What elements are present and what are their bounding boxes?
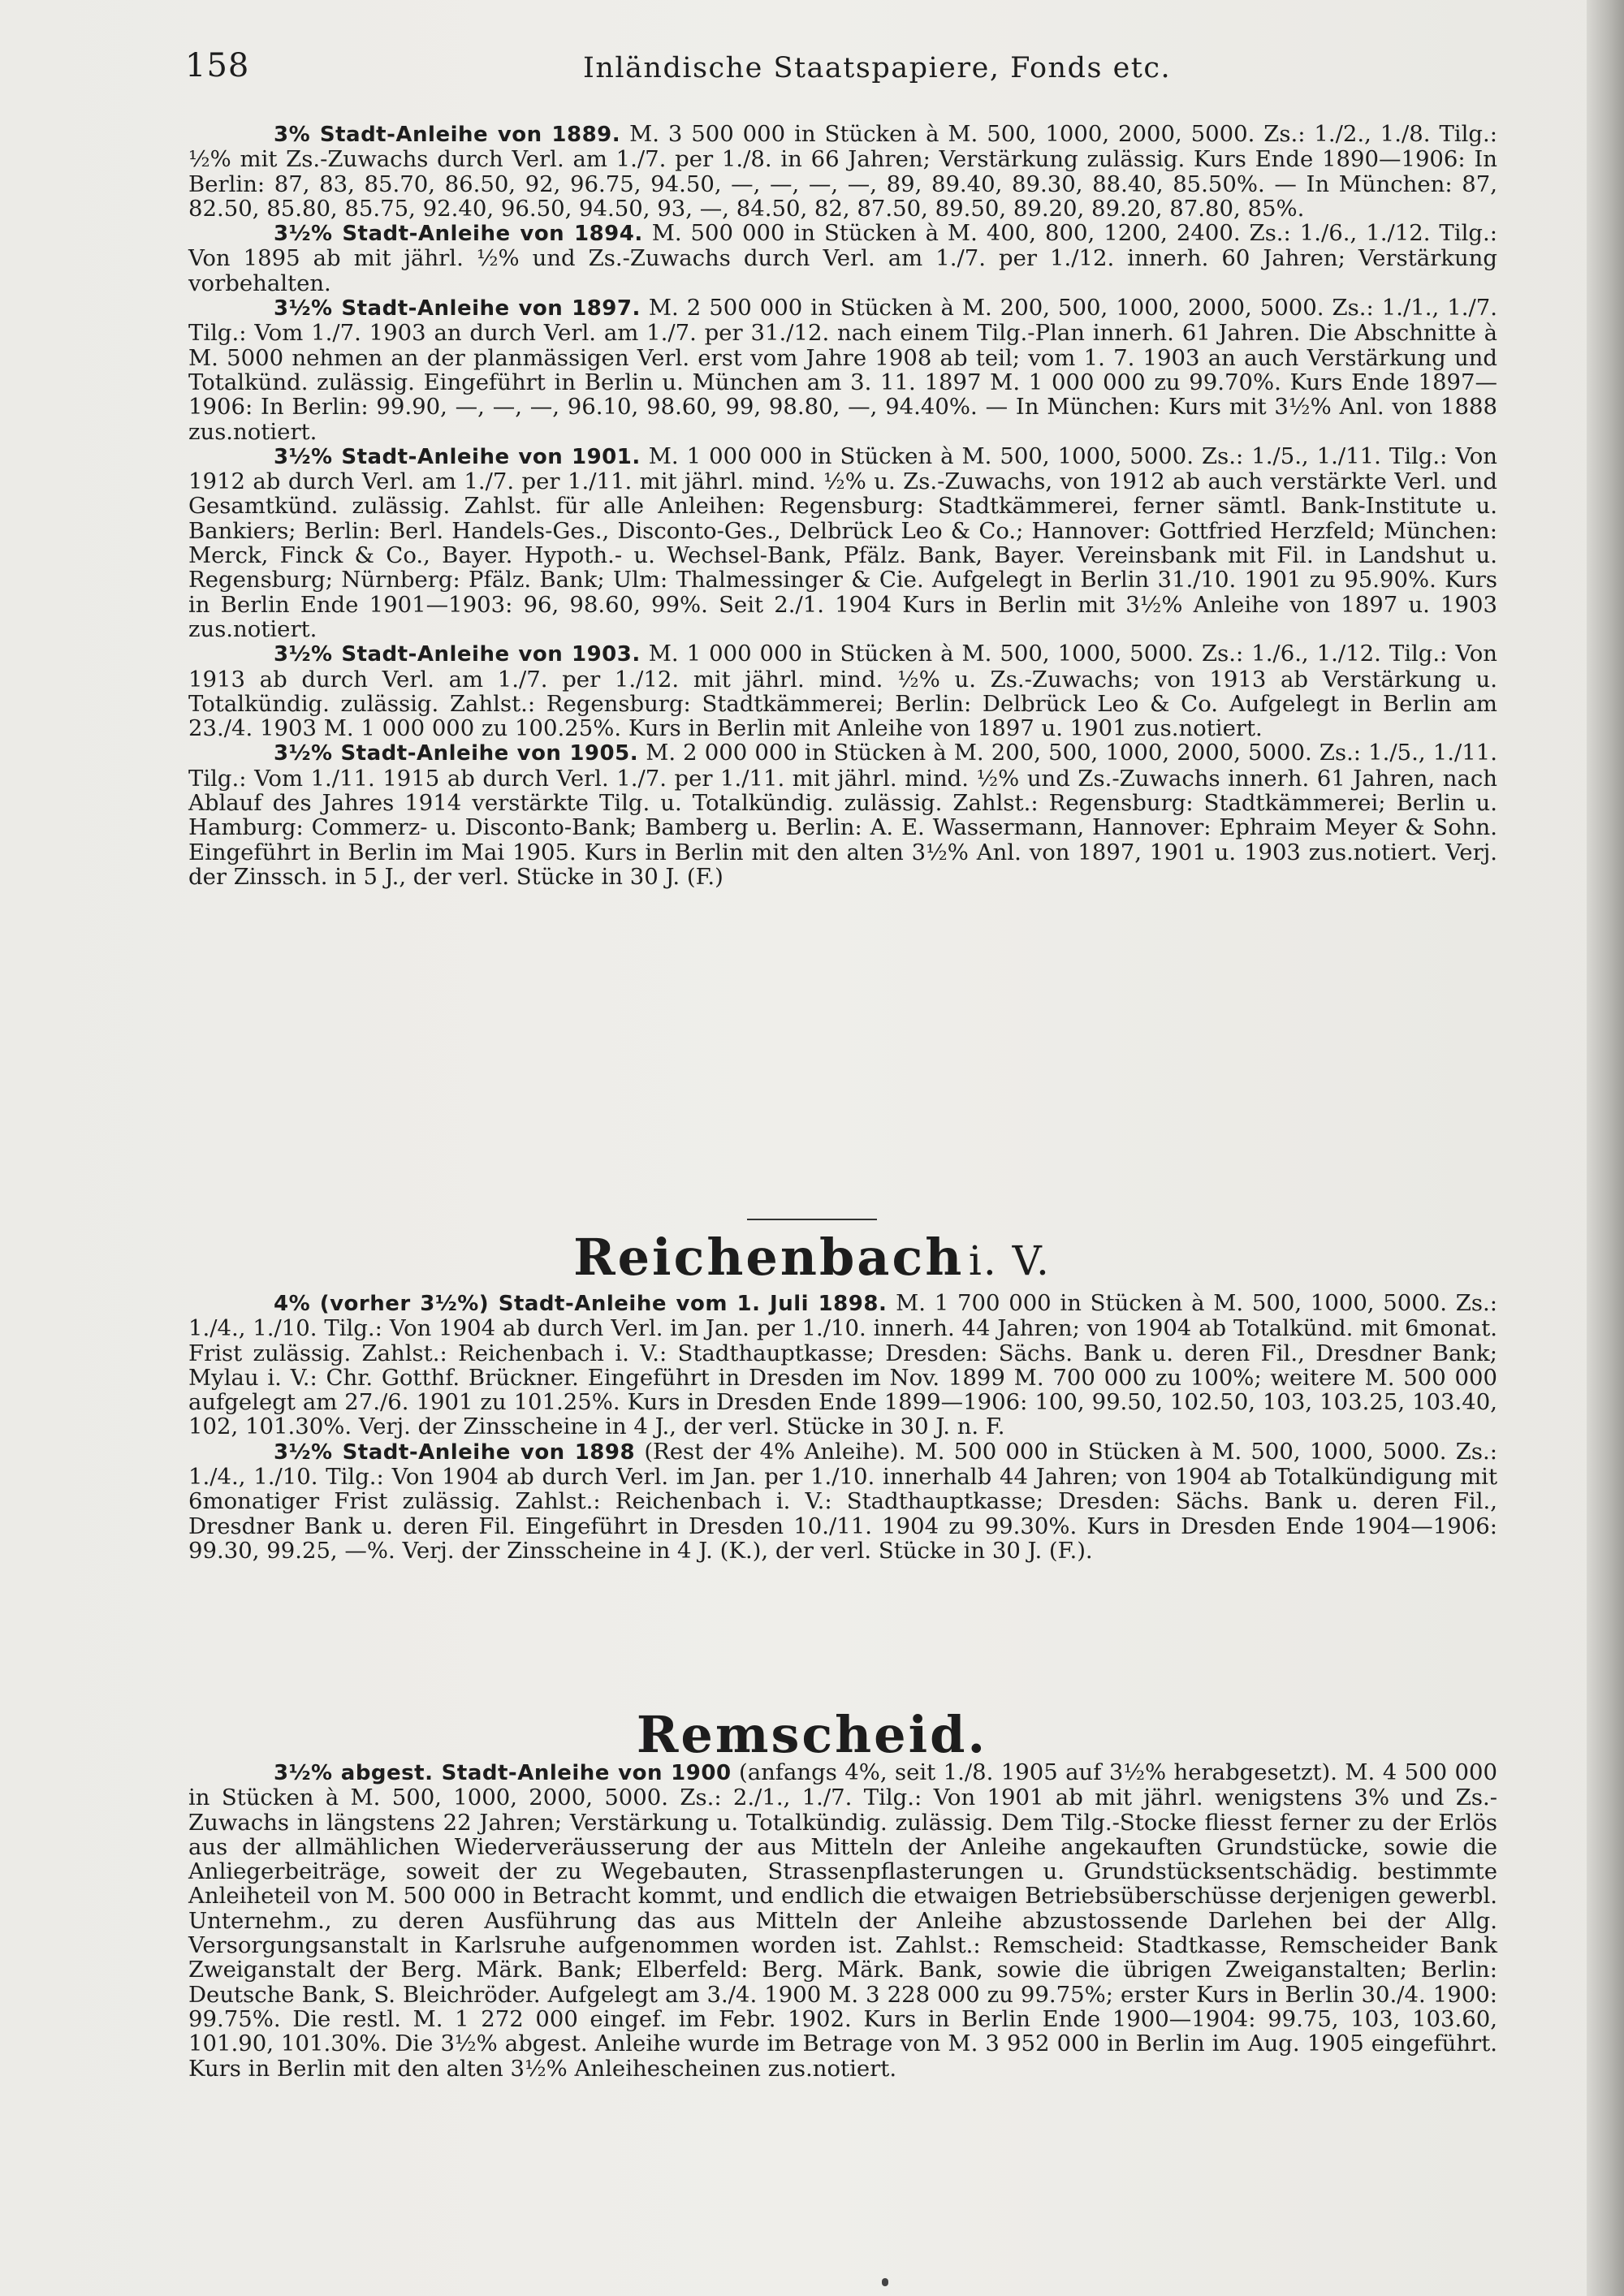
loan-text: M. 3 500 000 in Stücken à M. 500, 1000, 2000, 5000. Zs.: 1./2., 1./8. Tilg.: ½% mit Zs.-Zuwachs durch Verl. am 1./7. per 1./8. in 66 Jahren; Verstärkung zulässig. Kurs Ende 1890—1906: In Berlin: 87, 83, 85.70, 86.50, 92, 96.75, 94.50, —, —, —, —, 89, 89.40, 89.30, 88.40, 85.50%. — In München: 87, 82.50, 85.80, 85.75, 92.40, 96.50, 94.50, 93, —, 84.50, 82, 87.50, 89.50, 89.20, 89.20, 87.80, 85%. <box>188 121 1497 222</box>
loan-text: M. 1 000 000 in Stücken à M. 500, 1000, 5000. Zs.: 1./6., 1./12. Tilg.: Von 1913 ab durch Verl. am 1./7. per 1./12. mit jährl. mind. ½% u. Zs.-Zuwachs; von 1913 ab Verstärkung u. Totalkündig. zulässig. Zahlst.: Regensburg: Stadtkämmerei; Berlin: Delbrück Leo & Co. Aufgelegt in Berlin am 23./4. 1903 M. 1 000 000 zu 100.25%. Kurs in Berlin mit Anleihe von 1897 u. 1901 zus.notiert. <box>188 641 1497 742</box>
loan-heading: 3½% Stadt-Anleihe von 1901. <box>274 444 641 469</box>
loan-heading: 3½% abgest. Stadt-Anleihe von 1900 <box>274 1761 732 1785</box>
loan-heading: 3½% Stadt-Anleihe von 1897. <box>274 296 641 322</box>
loan-entry <box>188 122 1497 221</box>
loan-text: M. 1 700 000 in Stücken à M. 500, 1000, 5000. Zs.: 1./4., 1./10. Tilg.: Von 1904 ab durch Verl. im Jan. per 1./10. innerh. 44 Jahren; von 1904 ab Totalkünd. mit 6monat. Frist zulässig. Zahlst.: Reichenbach i. V.: Stadthauptkasse; Dresden: Sächs. Bank u. deren Fil., Dresdner Bank; Mylau i. V.: Chr. Gotthf. Brückner. Eingeführt in Dresden im Nov. 1899 M. 700 000 zu 100%; weitere M. 500 000 aufgelegt am 27./6. 1901 zu 101.25%. Kurs in Dresden Ende 1899—1906: 100, 99.50, 102.50, 103, 103.25, 103.40, 102, 101.30%. Verj. der Zinsscheine in 4 J., der verl. Stücke in 30 J. n. F. <box>188 1290 1497 1440</box>
loan-heading: 3% Stadt-Anleihe von 1889. <box>274 123 621 147</box>
city-heading-reichenbach <box>0 1228 1624 1287</box>
loan-text: M. 500 000 in Stücken à M. 400, 800, 1200, 2400. Zs.: 1./6., 1./12. Tilg.: Von 1895 ab mit jährl. ½% und Zs.-Zuwachs durch Verl. am 1./7. per 1./12. innerh. 60 Jahren; Verstärkung vorbehalten. <box>188 220 1497 296</box>
city-name: Remscheid. <box>636 1705 988 1764</box>
loan-text: M. 2 500 000 in Stücken à M. 200, 500, 1000, 2000, 5000. Zs.: 1./1., 1./7. Tilg.: Vom 1./7. 1903 an durch Verl. am 1./7. per 31./12. nach einem Tilg.-Plan innerh. 61 Jahren. Die Abschnitte à M. 5000 nehmen an der planmässigen Verl. erst vom Jahre 1908 ab teil; vom 1. 7. 1903 an auch Verstärkung und Totalkünd. zulässig. Eingeführt in Berlin u. München am 3. 11. 1897 M. 1 000 000 zu 99.70%. Kurs Ende 1897—1906: In Berlin: 99.90, —, —, —, 96.10, 98.60, 99, 98.80, —, 94.40%. — In München: Kurs mit 3½% Anl. von 1888 zus.notiert. <box>188 295 1497 445</box>
loan-text: M. 1 000 000 in Stücken à M. 500, 1000, 5000. Zs.: 1./5., 1./11. Tilg.: Von 1912 ab durch Verl. am 1./7. per 1./11. mit jährl. mind. ½% u. Zs.-Zuwachs, von 1912 ab auch verstärkte Verl. und Gesamtkünd. zulässig. Zahlst. für alle Anleihen: Regensburg: Stadtkämmerei, ferner sämtl. Bank-Institute u. Bankiers; Berlin: Berl. Handels-Ges., Disconto-Ges., Delbrück Leo & Co.; Hannover: Gottfried Herzfeld; München: Merck, Finck & Co., Bayer. Hypoth.- u. Wechsel-Bank, Pfälz. Bank, Bayer. Vereinsbank mit Fil. in Landshut u. Regensburg; Nürnberg: Pfälz. Bank; Ulm: Thalmessinger & Cie. Aufgelegt in Berlin 31./10. 1901 zu 95.90%. Kurs in Berlin Ende 1901—1903: 96, 98.60, 99%. Seit 2./1. 1904 Kurs in Berlin mit 3½% Anleihe von 1897 u. 1903 zus.notiert. <box>188 442 1497 642</box>
loan-text: (Rest der 4% Anleihe). M. 500 000 in Stücken à M. 500, 1000, 5000. Zs.: 1./4., 1./10. Tilg.: Von 1904 ab durch Verl. im Jan. per 1./10. innerhalb 44 Jahren; von 1904 ab Totalkündigung mit 6monatiger Frist zulässig. Zahlst.: Reichenbach i. V.: Stadthauptkasse; Dresden: Sächs. Bank u. deren Fil., Dresdner Bank u. deren Fil. Eingeführt in Dresden 10./11. 1904 zu 99.30%. Kurs in Dresden Ende 1904—1906: 99.30, 99.25, —%. Verj. der Zinsscheine in 4 J. (K.), der verl. Stücke in 30 J. (F.). <box>188 1438 1497 1564</box>
section-reichenbach-loans <box>188 1291 1497 1563</box>
page-number: 158 <box>185 47 250 84</box>
loan-entry <box>188 641 1497 740</box>
page-binding-edge <box>1587 0 1624 2296</box>
loan-heading: 3½% Stadt-Anleihe von 1894. <box>274 222 643 247</box>
section-divider <box>747 1219 877 1220</box>
loan-entry <box>188 1439 1497 1563</box>
loan-text: (anfangs 4%, seit 1./8. 1905 auf 3½% herabgesetzt). M. 4 500 000 in Stücken à M. 500, 1000, 2000, 5000. Zs.: 2./1., 1./7. Tilg.: Von 1901 ab mit jährl. wenigstens 3% und Zs.-Zuwachs in längstens 22 Jahren; Verstärkung u. Totalkündig. zulässig. Dem Tilg.-Stocke fliesst ferner zu der Erlös aus der allmählichen Wiederveräusserung der aus Mitteln der Anleihe angekauften Grundstücke, sowie die Anliegerbeiträge, soweit der zu Wegebauten, Strassenpflasterungen u. Grundstücksentschädig. bestimmte Anleiheteil von M. 500 000 in Betracht kommt, und endlich die etwaigen Betriebsüberschüsse derjenigen gewerbl. Unternehm., zu deren Ausführung das aus Mitteln der Anleihe abzustossende Darlehen bei der Allg. Versorgungsanstalt in Karlsruhe aufgenommen worden ist. Zahlst.: Remscheid: Stadtkasse, Remscheider Bank Zweiganstalt der Berg. Märk. Bank; Elberfeld: Berg. Märk. Bank, sowie die übrigen Zweiganstalten; Berlin: Deutsche Bank, S. Bleichröder. Aufgelegt am 3./4. 1900 M. 3 228 000 zu 99.75%; erster Kurs in Berlin 30./4. 1900: 99.75%. Die restl. M. 1 272 000 eingef. im Febr. 1902. Kurs in Berlin Ende 1900—1904: 99.75, 103, 103.60, 101.90, 101.30%. Die 3½% abgest. Anleihe wurde im Betrage von M. 3 952 000 in Berlin im Aug. 1905 eingeführt. Kurs in Berlin mit den alten 3½% Anleihescheinen zus.notiert. <box>188 1759 1497 2082</box>
loan-entry <box>188 1291 1497 1439</box>
loan-entry <box>188 444 1497 641</box>
page-header <box>185 47 1501 96</box>
loan-entry <box>188 1760 1497 2081</box>
city-heading-remscheid <box>0 1705 1624 1764</box>
running-head: Inländische Staatspapiere, Fonds etc. <box>583 52 1172 84</box>
loan-entry <box>188 740 1497 889</box>
city-name: Reichenbach <box>573 1228 965 1287</box>
section-remscheid-loans <box>188 1760 1497 2081</box>
loan-heading: 3½% Stadt-Anleihe von 1905. <box>274 741 639 766</box>
loan-heading: 3½% Stadt-Anleihe von 1898 <box>274 1439 636 1465</box>
loan-text: M. 2 000 000 in Stücken à M. 200, 500, 1000, 2000, 5000. Zs.: 1./5., 1./11. Tilg.: Vom 1./11. 1915 ab durch Verl. 1./7. per 1./11. mit jährl. mind. ½% und Zs.-Zuwachs innerh. 61 Jahren, nach Ablauf des Jahres 1914 verstärkte Tilg. u. Totalkündig. zulässig. Zahlst.: Regensburg: Stadtkämmerei; Berlin u. Hamburg: Commerz- u. Disconto-Bank; Bamberg u. Berlin: A. E. Wassermann, Hannover: Ephraim Meyer & Sohn. Eingeführt in Berlin im Mai 1905. Kurs in Berlin mit den alten 3½% Anl. von 1897, 1901 u. 1903 zus.notiert. Verj. der Zinssch. in 5 J., der verl. Stücke in 30 J. (F.) <box>188 740 1497 890</box>
loan-heading: 3½% Stadt-Anleihe von 1903. <box>274 642 641 667</box>
city-suffix: i. V. <box>968 1237 1051 1284</box>
loan-heading: 4% (vorher 3½%) Stadt-Anleihe vom 1. Juli 1898. <box>274 1292 888 1316</box>
loan-entry <box>188 296 1497 444</box>
section-regensburg-loans <box>188 122 1497 889</box>
loan-entry <box>188 221 1497 296</box>
print-mark <box>882 2278 888 2286</box>
